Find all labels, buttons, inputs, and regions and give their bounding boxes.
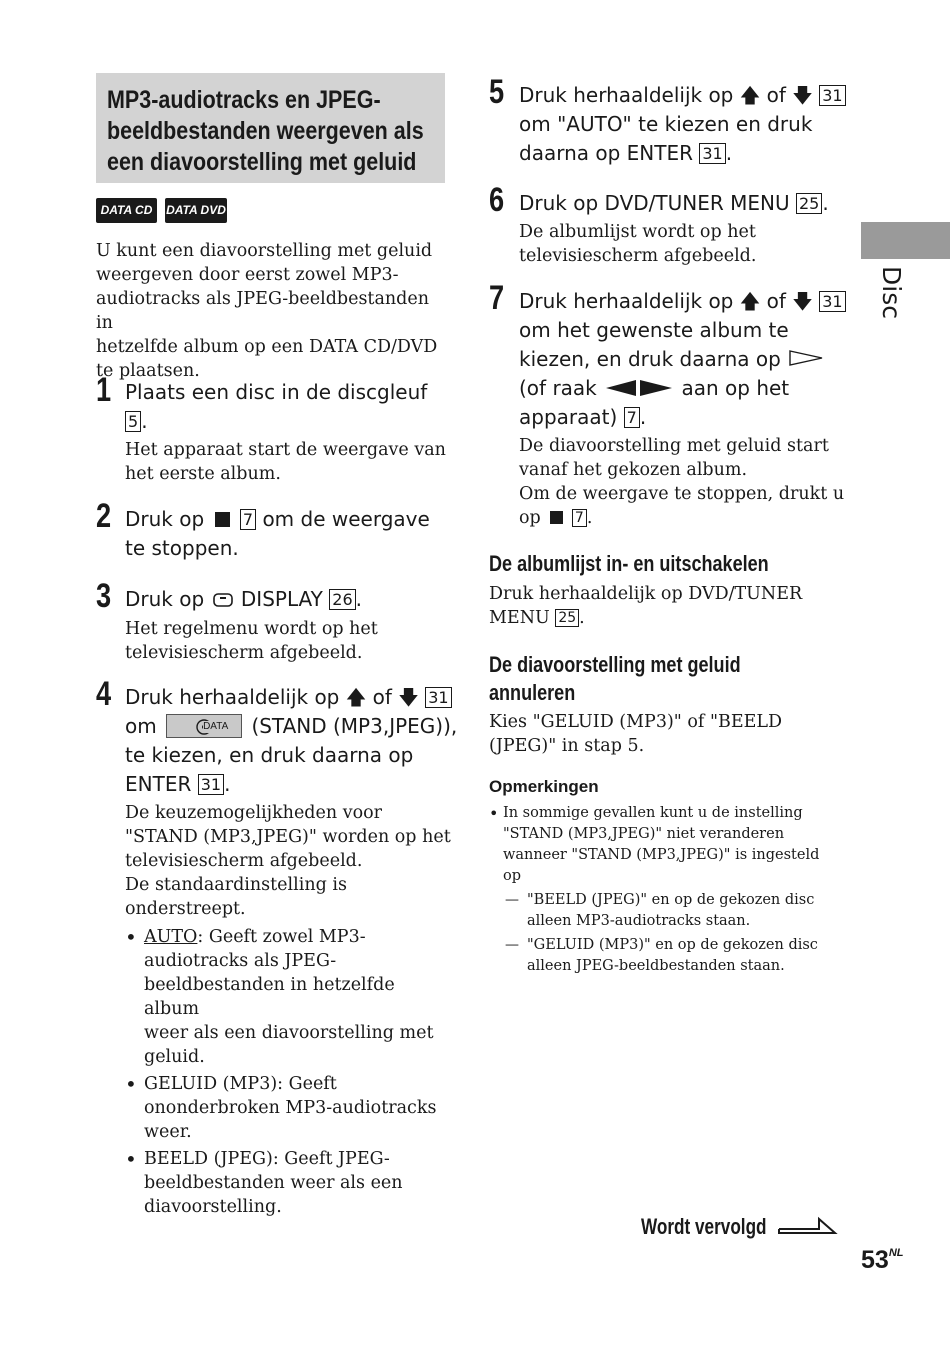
chapter-tab [861, 222, 950, 259]
arrow-down-icon: 🡇 [792, 289, 813, 313]
arrow-up-icon: 🡅 [345, 685, 367, 709]
stop-icon [549, 511, 563, 524]
section-title: MP3-audiotracks en JPEG- beeldbestanden weergeven als een diavoorstelling met geluid [107, 86, 424, 176]
list-item: • AUTO: Geeft zowel MP3- audiotracks als JPEG- beeldbestanden in hetzelfde album weer als een diavoorstelling met geluid. [125, 925, 455, 1069]
step-6-number: 6 [489, 181, 505, 219]
ref-number: 31 [699, 143, 725, 164]
ref-number: 7 [240, 509, 256, 530]
step-3-description: Het regelmenu wordt op het televisiescherm afgebeeld. [125, 619, 378, 663]
ref-number: 7 [572, 509, 587, 527]
list-item: — "BEELD (JPEG)" en op de gekozen disc alleen MP3-audiotracks staan. [505, 890, 835, 932]
intro-paragraph: U kunt een diavoorstelling met geluid weergeven door eerst zowel MP3- audiotracks als JPEG-beeldbestanden in hetzelfde album op een DATA CD/DVD te plaatsen. [96, 241, 438, 381]
step-2-number: 2 [96, 497, 112, 535]
continued-arrow-icon [779, 1216, 837, 1236]
step-4-options [125, 925, 455, 1219]
ref-number: 26 [329, 589, 355, 610]
play-icon [789, 350, 823, 366]
section-title-box [96, 73, 445, 183]
albumlist-text: Druk herhaaldelijk op DVD/TUNER MENU 25 . [489, 584, 803, 628]
arrow-up-icon: 🡅 [739, 83, 761, 107]
step-4-description: De keuzemogelijkheden voor "STAND (MP3,JPEG)" worden op het televisiescherm afgebeeld. De standaardinstelling is onderstreept. [125, 803, 451, 919]
display-icon [213, 593, 233, 607]
step-1-description: Het apparaat start de weergave van het eerste album. [125, 440, 446, 484]
ref-number: 25 [796, 193, 822, 214]
notes-heading: Opmerkingen [489, 777, 599, 796]
list-item: • In sommige gevallen kunt u de instelling "STAND (MP3,JPEG)" niet veranderen wanneer "STAND (MP3,JPEG)" is ingesteld op [489, 803, 834, 887]
cancel-heading: De diavoorstelling met geluid annuleren [489, 652, 741, 705]
stand-mp3-jpeg-icon: DATA [166, 714, 242, 738]
list-item: • BEELD (JPEG): Geeft JPEG- beeldbestanden weer als een diavoorstelling. [125, 1147, 455, 1219]
arrow-down-icon: 🡇 [398, 685, 419, 709]
step-6-text: Druk op DVD/TUNER MENU 25 . [519, 191, 829, 215]
step-7-text: Druk herhaaldelijk op 🡅 of 🡇 31 om het gewenste album te kiezen, en druk daarna op (of raak aan op het apparaat) 7 . [519, 287, 849, 432]
step-6-description: De albumlijst wordt op het televisiescherm afgebeeld. [519, 222, 757, 266]
play-button-unit-icon [606, 379, 672, 397]
ref-number: 31 [425, 687, 451, 708]
ref-number: 31 [819, 85, 845, 106]
page-number: $53^{NL}$ [861, 1246, 904, 1274]
notes-list [489, 803, 834, 887]
step-4-text: Druk herhaaldelijk op 🡅 of 🡇 31 om DATA (STAND (MP3,JPEG)), te kiezen, en druk daarna op ENTER 31 . [125, 685, 458, 796]
ref-number: 5 [125, 411, 141, 432]
step-1-number: 1 [96, 371, 112, 409]
step-3-number: 3 [96, 577, 112, 615]
chapter-label: Disc [877, 266, 906, 319]
ref-number: 25 [555, 609, 579, 627]
arrow-down-icon: 🡇 [792, 83, 813, 107]
albumlist-heading: De albumlijst in- en uitschakelen [489, 551, 769, 576]
continued-text: Wordt vervolgd [641, 1214, 767, 1239]
ref-number: 31 [819, 291, 845, 312]
step-7-number: 7 [489, 279, 505, 317]
step-7-description: De diavoorstelling met geluid start vanaf het gekozen album. Om de weergave te stoppen, drukt u op 7 . [519, 436, 845, 528]
stop-icon [214, 511, 231, 527]
badge-data-dvd: DATA DVD [165, 198, 227, 223]
step-4-number: 4 [96, 675, 112, 713]
step-2-text: Druk op 7 om de weergave te stoppen. [125, 507, 430, 560]
badge-data-cd: DATA CD [96, 198, 157, 223]
ref-number: 31 [198, 774, 224, 795]
ref-number: 7 [624, 407, 640, 428]
step-5-number: 5 [489, 73, 505, 111]
arrow-up-icon: 🡅 [739, 289, 761, 313]
cancel-text: Kies "GELUID (MP3)" of "BEELD (JPEG)" in stap 5. [489, 712, 783, 756]
continued-indicator [641, 1214, 781, 1240]
step-3-text: Druk op DISPLAY 26 . [125, 587, 362, 611]
notes-sublist [505, 890, 835, 977]
list-item: • GELUID (MP3): Geeft ononderbroken MP3-audiotracks weer. [125, 1072, 455, 1144]
list-item: — "GELUID (MP3)" en op de gekozen disc alleen JPEG-beeldbestanden staan. [505, 935, 835, 977]
step-1-text: Plaats een disc in de discgleuf 5 . [125, 380, 428, 433]
step-5-text: Druk herhaaldelijk op 🡅 of 🡇 31 om "AUTO" te kiezen en druk daarna op ENTER 31 . [519, 81, 849, 168]
